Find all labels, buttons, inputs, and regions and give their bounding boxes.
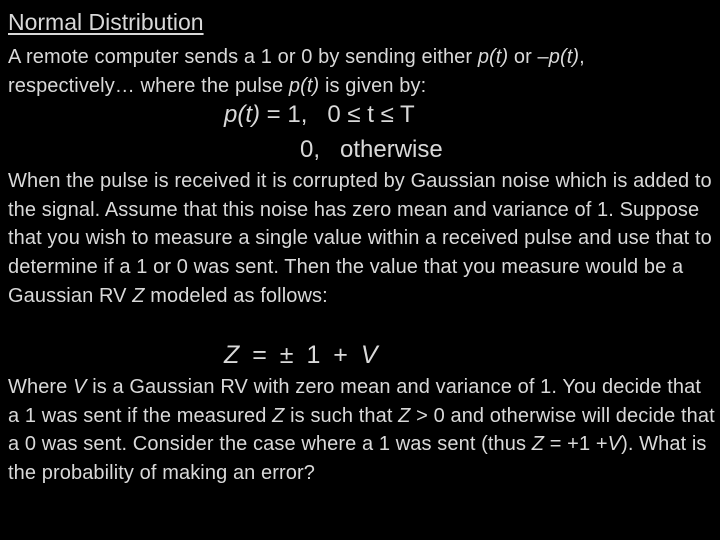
intro-text: A remote computer sends a 1 or 0 by sending either bbox=[8, 46, 478, 68]
question-text: Where bbox=[8, 376, 74, 398]
intro-text: , respectively… where the pulse bbox=[8, 46, 585, 97]
body-text: When the pulse is received it is corrupted by Gaussian noise which is added to the signal. Assume that this noise has zero mean and variance of 1. Suppose that you wish to measure a single value within a received pulse and use that to determine if a 1 or 0 was sent. Then the value that you measure would be a Gaussian RV bbox=[8, 170, 712, 307]
slide-title: Normal Distribution bbox=[8, 9, 204, 35]
pulse-symbol: p(t) bbox=[224, 101, 260, 128]
pulse-symbol: p(t) bbox=[288, 74, 320, 97]
question-text: is such that bbox=[284, 404, 399, 427]
intro-text: is given by: bbox=[319, 74, 427, 97]
variable-v: V bbox=[360, 341, 381, 369]
model-operator: = ± 1 + bbox=[242, 341, 361, 369]
variable-z: Z bbox=[398, 404, 411, 427]
model-equation bbox=[224, 340, 381, 370]
variable-v: V bbox=[73, 376, 87, 398]
pulse-equation-line-1 bbox=[224, 100, 415, 130]
variable-z: Z bbox=[224, 341, 243, 369]
intro-text: or – bbox=[508, 46, 549, 68]
pulse-definition: = 1, 0 ≤ t ≤ T bbox=[260, 101, 415, 128]
pulse-symbol: p(t) bbox=[548, 46, 580, 68]
variable-z: Z bbox=[531, 433, 545, 456]
question-paragraph bbox=[8, 373, 716, 488]
body-text: modeled as follows: bbox=[144, 284, 328, 307]
question-text: > 0 and otherwise will decide that a 0 was sent. Consider the case where a 1 was sent (thus bbox=[8, 404, 715, 456]
pulse-equation-line-2: 0, otherwise bbox=[300, 136, 443, 163]
question-text: ). What is the probability of making an error? bbox=[8, 433, 707, 485]
pulse-symbol: p(t) bbox=[477, 46, 509, 68]
variable-v: V bbox=[607, 433, 622, 456]
question-text: is a Gaussian RV with zero mean and variance of 1. You decide that a 1 was sent if the measured bbox=[8, 376, 702, 427]
question-text: = +1 + bbox=[544, 433, 608, 456]
variable-z: Z bbox=[272, 404, 285, 427]
body-paragraph bbox=[8, 167, 716, 311]
intro-paragraph bbox=[8, 43, 716, 100]
variable-z: Z bbox=[132, 284, 145, 307]
